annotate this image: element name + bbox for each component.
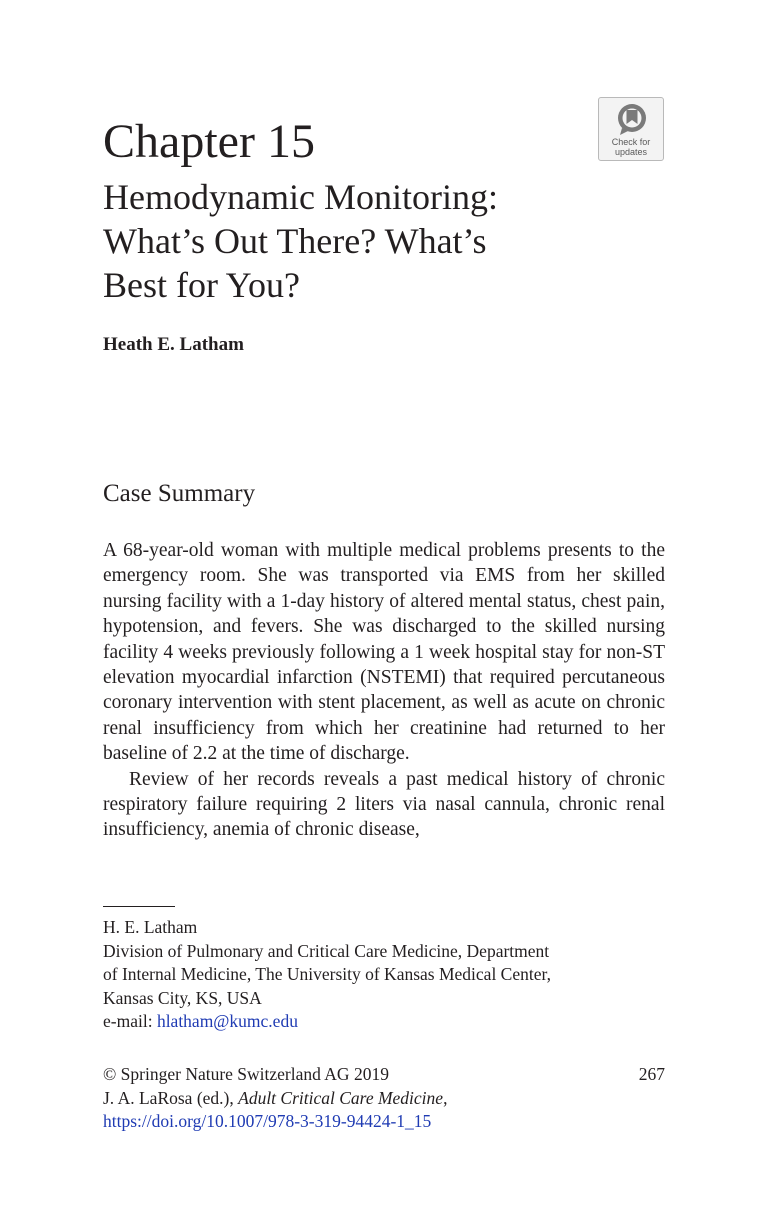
page-number: 267 [638,1064,665,1084]
affiliation-line: of Internal Medicine, The University of Kansas Medical Center, [103,964,552,985]
author-name: Heath E. Latham [103,334,244,355]
imprint [103,1063,665,1134]
citation-line [103,1087,665,1111]
author-affiliation [103,916,663,1034]
book-title: Adult Critical Care Medicine [238,1087,444,1108]
chapter-label: Chapter 15 [103,115,315,168]
editor: J. A. LaRosa (ed.), [103,1087,234,1108]
chapter-title-line: Hemodynamic Monitoring: [103,177,498,217]
email-link[interactable]: hlatham@kumc.edu [156,1011,298,1032]
paragraph: Review of her records reveals a past medical history of chronic respiratory failure requiring 2 liters via nasal cannula, chronic renal insufficiency, anemia of chronic disease, [103,768,665,841]
badge-text: Check for updates [611,137,651,157]
email-line [103,1010,663,1034]
email-label: e-mail: [103,1011,153,1032]
affiliation-line: Kansas City, KS, USA [103,987,262,1008]
check-for-updates-icon [616,102,648,136]
chapter-title-line: Best for You? [103,265,301,305]
copyright-line: © Springer Nature Switzerland AG 2019 [103,1064,389,1084]
affiliation-name: H. E. Latham [103,917,198,937]
citation-punctuation: , [443,1087,448,1108]
chapter-title [103,175,663,307]
section-heading: Case Summary [103,480,256,507]
chapter-title-line: What’s Out There? What’s [103,221,487,261]
footnote-divider [103,906,175,907]
affiliation-line: Division of Pulmonary and Critical Care Medicine, Department [103,940,550,961]
doi-link[interactable]: https://doi.org/10.1007/978-3-319-94424-1_15 [103,1111,432,1132]
check-for-updates-badge[interactable] [598,97,664,161]
paragraph: A 68-year-old woman with multiple medical problems presents to the emergency room. She was transported via EMS from her skilled nursing facility with a 1-day history of altered mental status, chest pain, hypotension, and fevers. She was discharged to the skilled nursing facility 4 weeks previously following a 1 week hospital stay for non-ST elevation myocardial infarction (NSTEMI) that required percutaneous coronary intervention with stent placement, as well as acute on chronic renal insufficiency from which her creatinine had returned to her baseline of 2.2 at the time of discharge. [103,540,665,765]
case-summary-text [103,538,665,843]
